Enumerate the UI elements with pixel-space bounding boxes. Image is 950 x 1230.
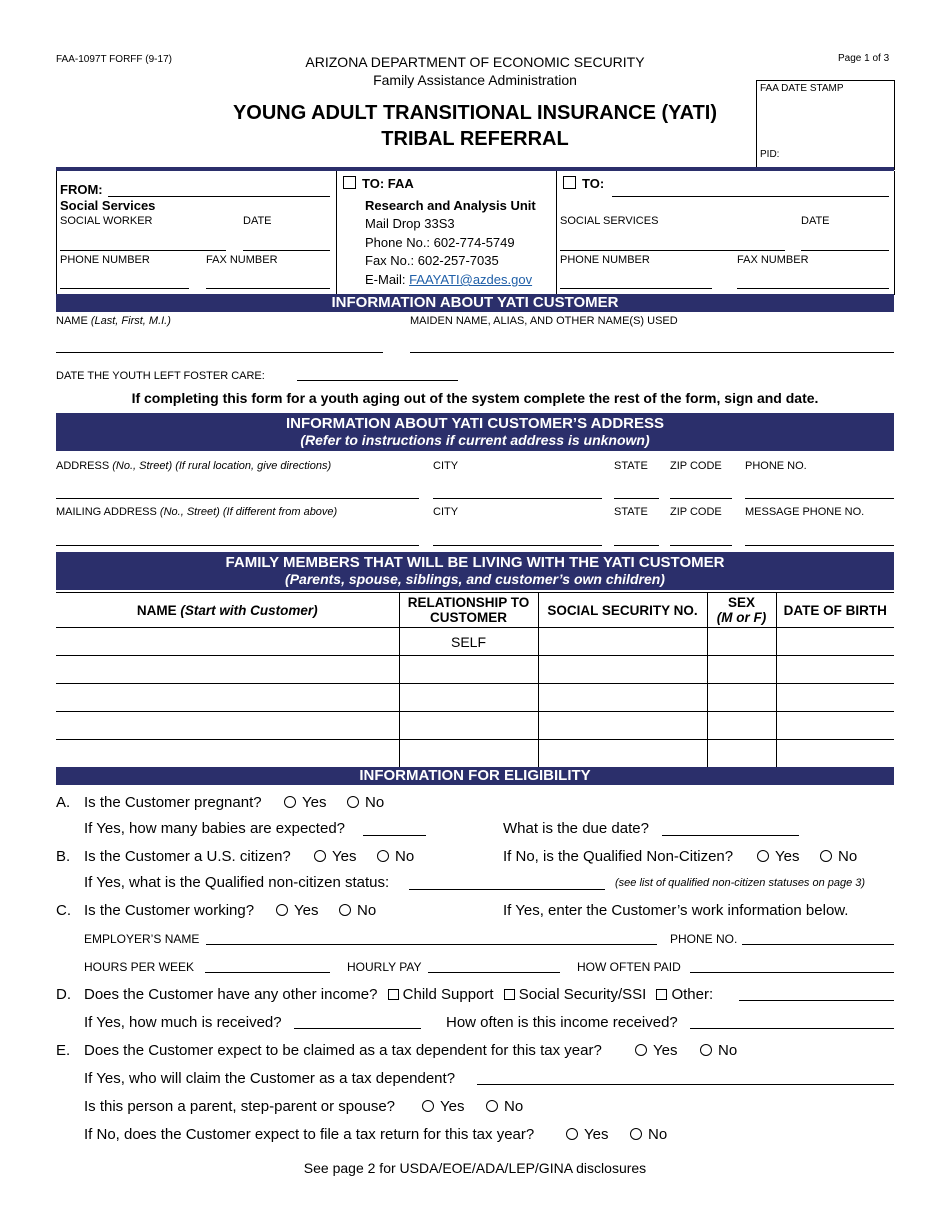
qnc-yes-option[interactable]: Yes <box>757 848 799 865</box>
how-much-label: If Yes, how much is received? <box>84 1014 282 1031</box>
message-phone-input[interactable] <box>745 545 894 546</box>
family-heading: FAMILY MEMBERS THAT WILL BE LIVING WITH THE YATI CUSTOMER <box>225 554 725 571</box>
mailing-zip-input[interactable] <box>670 545 732 546</box>
employer-label: EMPLOYER’S NAME <box>84 932 200 946</box>
mailing-city-input[interactable] <box>433 545 602 546</box>
income-often-label: How often is this income received? <box>446 1014 678 1031</box>
to-other-input[interactable] <box>612 196 889 197</box>
from-date-input[interactable] <box>243 250 330 251</box>
ssn-cell[interactable] <box>538 684 707 712</box>
mailing-label: MAILING ADDRESS <box>56 506 157 518</box>
ssi-label: Social Security/SSI <box>518 986 647 1003</box>
family-name-cell[interactable] <box>56 740 399 768</box>
table-row <box>56 740 894 768</box>
to-date-label: DATE <box>801 215 830 227</box>
col-name-header: NAME (Start with Customer) <box>56 593 399 628</box>
from-fax-input[interactable] <box>206 288 330 289</box>
dob-cell[interactable] <box>776 712 894 740</box>
family-name-cell[interactable] <box>56 712 399 740</box>
sex-cell[interactable] <box>707 656 776 684</box>
from-input[interactable] <box>108 196 330 197</box>
babies-input[interactable] <box>363 835 426 836</box>
date-stamp-box[interactable] <box>756 80 895 170</box>
to-social-services-label: SOCIAL SERVICES <box>560 215 659 227</box>
parent-yes-radio[interactable] <box>422 1100 434 1112</box>
hours-input[interactable] <box>205 972 330 973</box>
b-no-radio[interactable] <box>377 850 389 862</box>
family-name-cell[interactable] <box>56 684 399 712</box>
from-label: FROM: <box>60 182 103 197</box>
ssn-cell[interactable] <box>538 712 707 740</box>
file-return-question: If No, does the Customer expect to file a tax return for this tax year? <box>84 1126 535 1143</box>
from-phone-label: PHONE NUMBER <box>60 254 150 266</box>
to-other-row[interactable] <box>563 176 604 191</box>
state-input[interactable] <box>614 498 659 499</box>
zip-label: ZIP CODE <box>670 460 722 472</box>
qnc-status-label: If Yes, what is the Qualified non-citizen status: <box>84 874 390 891</box>
c-no-option[interactable]: No <box>339 902 376 919</box>
question-b-letter: B. <box>56 848 71 865</box>
customer-section-heading: INFORMATION ABOUT YATI CUSTOMER <box>56 294 894 312</box>
question-b: Is the Customer a U.S. citizen? <box>84 848 291 865</box>
qnc-status-note: (see list of qualified non-citizen statuses on page 3) <box>615 877 866 889</box>
how-often-paid-label: HOW OFTEN PAID <box>577 960 681 974</box>
name-hint: (Last, First, M.I.) <box>90 315 171 327</box>
from-fax-label: FAX NUMBER <box>206 254 278 266</box>
footer-disclosures: See page 2 for USDA/EOE/ADA/LEP/GINA disclosures <box>303 1160 647 1176</box>
employer-phone-label: PHONE NO. <box>670 932 738 946</box>
file-yes-radio[interactable] <box>566 1128 578 1140</box>
agency-name: ARIZONA DEPARTMENT OF ECONOMIC SECURITY <box>305 54 645 70</box>
address-label-row <box>56 460 331 472</box>
family-subheading: (Parents, spouse, siblings, and customer’s own children) <box>285 571 665 587</box>
file-yes-option[interactable]: Yes <box>566 1126 608 1143</box>
zip-input[interactable] <box>670 498 732 499</box>
to-fax-label: FAX NUMBER <box>737 254 809 266</box>
work-info-instruction: If Yes, enter the Customer’s work information below. <box>503 902 849 919</box>
social-worker-label: SOCIAL WORKER <box>60 215 153 227</box>
mailing-state-input[interactable] <box>614 545 659 546</box>
form-title-line2: TRIBAL REFERRAL <box>381 128 569 150</box>
ssi-checkbox[interactable] <box>504 989 515 1000</box>
city-input[interactable] <box>433 498 602 499</box>
other-income-label: Other: <box>671 986 714 1003</box>
qualified-non-citizen-label: If No, is the Qualified Non-Citizen? <box>503 848 734 865</box>
form-number: FAA-1097T FORFF (9-17) <box>56 54 172 65</box>
routing-divider-2 <box>556 171 557 295</box>
state-label: STATE <box>614 460 648 472</box>
qnc-no-radio[interactable] <box>820 850 832 862</box>
other-income-checkbox[interactable] <box>656 989 667 1000</box>
b-no-option[interactable]: No <box>377 848 414 865</box>
family-table <box>56 592 894 767</box>
question-a: Is the Customer pregnant? <box>84 794 262 811</box>
c-no-radio[interactable] <box>339 904 351 916</box>
relationship-cell[interactable] <box>399 684 538 712</box>
parent-yes-option[interactable]: Yes <box>422 1098 464 1115</box>
to-faa-checkbox[interactable] <box>343 176 356 189</box>
form-title-line1: YOUNG ADULT TRANSITIONAL INSURANCE (YATI) <box>232 102 718 124</box>
division-name: Family Assistance Administration <box>373 72 577 88</box>
date-stamp-label: FAA DATE STAMP <box>760 83 844 94</box>
name-label-row <box>56 315 171 327</box>
col-dob-header: DATE OF BIRTH <box>776 593 894 628</box>
question-c-letter: C. <box>56 902 71 919</box>
hourly-pay-input[interactable] <box>428 972 560 973</box>
maiden-name-label: MAIDEN NAME, ALIAS, AND OTHER NAME(S) USED <box>410 315 678 327</box>
question-e: Does the Customer expect to be claimed as a tax dependent for this tax year? <box>84 1042 602 1059</box>
sex-cell[interactable] <box>707 628 776 656</box>
a-no-option[interactable]: No <box>347 794 384 811</box>
mailing-state-label: STATE <box>614 506 648 518</box>
table-row <box>56 628 894 656</box>
sex-cell[interactable] <box>707 712 776 740</box>
faa-email-line <box>365 272 532 287</box>
a-no-radio[interactable] <box>347 796 359 808</box>
sex-cell[interactable] <box>707 684 776 712</box>
pid-label: PID: <box>760 149 780 160</box>
name-label: NAME <box>56 315 88 327</box>
e-no-option[interactable]: No <box>700 1042 737 1059</box>
to-other-checkbox[interactable] <box>563 176 576 189</box>
mailing-hint: (No., Street) (If different from above) <box>159 506 338 518</box>
question-e-letter: E. <box>56 1042 71 1059</box>
address-subheading: (Refer to instructions if current address is unknown) <box>300 432 650 448</box>
to-date-input[interactable] <box>801 250 889 251</box>
page-number: Page 1 of 3 <box>838 53 890 64</box>
col-sex-header: SEX (M or F) <box>707 593 776 628</box>
question-d-letter: D. <box>56 986 71 1003</box>
mailing-label-row <box>56 506 337 518</box>
a-yes-radio[interactable] <box>284 796 296 808</box>
phone-input[interactable] <box>745 498 894 499</box>
parent-no-option[interactable]: No <box>486 1098 523 1115</box>
mailing-city-label: CITY <box>433 506 459 518</box>
maiden-name-input[interactable] <box>410 352 894 353</box>
to-faa-label: TO: FAA <box>362 176 414 191</box>
faa-email-label: E-Mail: <box>365 272 410 287</box>
name-input[interactable] <box>56 352 383 353</box>
qnc-no-option[interactable]: No <box>820 848 857 865</box>
address-label: ADDRESS <box>56 460 110 472</box>
question-d-row <box>84 986 713 1003</box>
aging-out-instruction: If completing this form for a youth aging out of the system complete the rest of the form, sign and date. <box>131 390 819 406</box>
ssn-cell[interactable] <box>538 656 707 684</box>
b-yes-radio[interactable] <box>314 850 326 862</box>
address-hint: (No., Street) (If rural location, give directions) <box>112 460 332 472</box>
qnc-status-input[interactable] <box>409 889 605 890</box>
due-date-input[interactable] <box>662 835 799 836</box>
family-table-header <box>56 593 894 628</box>
question-c: Is the Customer working? <box>84 902 255 919</box>
child-support-label: Child Support <box>402 986 494 1003</box>
address-input[interactable] <box>56 498 419 499</box>
mailing-zip-label: ZIP CODE <box>670 506 722 518</box>
question-a-letter: A. <box>56 794 71 811</box>
e-yes-option[interactable]: Yes <box>635 1042 677 1059</box>
to-faa-row[interactable] <box>343 176 414 191</box>
income-often-input[interactable] <box>690 1028 894 1029</box>
from-date-label: DATE <box>243 215 272 227</box>
to-other-label: TO: <box>582 176 605 191</box>
hours-label: HOURS PER WEEK <box>84 960 195 974</box>
city-label: CITY <box>433 460 459 472</box>
eligibility-section-heading: INFORMATION FOR ELIGIBILITY <box>56 767 894 785</box>
ssn-cell[interactable] <box>538 740 707 768</box>
faa-email-link[interactable]: FAAYATI@azdes.gov <box>409 272 533 287</box>
how-much-input[interactable] <box>294 1028 421 1029</box>
parent-no-radio[interactable] <box>486 1100 498 1112</box>
b-yes-option[interactable]: Yes <box>314 848 356 865</box>
col-ssn-header: SOCIAL SECURITY NO. <box>538 593 707 628</box>
employer-phone-input[interactable] <box>742 944 894 945</box>
c-yes-radio[interactable] <box>276 904 288 916</box>
dob-cell[interactable] <box>776 628 894 656</box>
file-no-option[interactable]: No <box>630 1126 667 1143</box>
to-phone-label: PHONE NUMBER <box>560 254 650 266</box>
hourly-pay-label: HOURLY PAY <box>347 960 422 974</box>
due-date-label: What is the due date? <box>503 820 649 837</box>
relationship-cell[interactable] <box>399 656 538 684</box>
how-often-paid-input[interactable] <box>690 972 894 973</box>
to-social-services-input[interactable] <box>560 250 785 251</box>
relationship-self-cell: SELF <box>399 628 538 656</box>
employer-input[interactable] <box>206 944 657 945</box>
message-phone-label: MESSAGE PHONE NO. <box>745 506 865 518</box>
routing-divider-1 <box>336 171 337 295</box>
other-income-input[interactable] <box>739 1000 894 1001</box>
question-d: Does the Customer have any other income? <box>84 986 378 1003</box>
faa-unit: Research and Analysis Unit <box>365 198 536 213</box>
file-no-radio[interactable] <box>630 1128 642 1140</box>
relationship-cell[interactable] <box>399 740 538 768</box>
qnc-yes-radio[interactable] <box>757 850 769 862</box>
family-name-cell[interactable] <box>56 656 399 684</box>
col-relationship-header: RELATIONSHIP TO CUSTOMER <box>399 593 538 628</box>
dob-cell[interactable] <box>776 740 894 768</box>
to-fax-input[interactable] <box>737 288 889 289</box>
dob-cell[interactable] <box>776 656 894 684</box>
from-org: Social Services <box>60 198 156 213</box>
phone-label: PHONE NO. <box>745 460 807 472</box>
family-name-cell[interactable] <box>56 628 399 656</box>
dob-cell[interactable] <box>776 684 894 712</box>
relationship-cell[interactable] <box>399 712 538 740</box>
table-row <box>56 712 894 740</box>
foster-care-input[interactable] <box>297 380 458 381</box>
table-row <box>56 656 894 684</box>
faa-fax: Fax No.: 602-257-7035 <box>365 253 499 268</box>
who-claims-label: If Yes, who will claim the Customer as a tax dependent? <box>84 1070 456 1087</box>
faa-phone: Phone No.: 602-774-5749 <box>365 235 515 250</box>
c-yes-option[interactable]: Yes <box>276 902 318 919</box>
who-claims-input[interactable] <box>477 1084 894 1085</box>
child-support-checkbox[interactable] <box>388 989 399 1000</box>
sex-cell[interactable] <box>707 740 776 768</box>
foster-care-label: DATE THE YOUTH LEFT FOSTER CARE: <box>56 370 265 382</box>
faa-mail-drop: Mail Drop 33S3 <box>365 216 455 231</box>
a-yes-option[interactable]: Yes <box>284 794 326 811</box>
ssn-cell[interactable] <box>538 628 707 656</box>
mailing-address-input[interactable] <box>56 545 419 546</box>
social-worker-input[interactable] <box>60 250 226 251</box>
family-section-heading <box>56 552 894 590</box>
e-yes-radio[interactable] <box>635 1044 647 1056</box>
table-row <box>56 684 894 712</box>
address-heading: INFORMATION ABOUT YATI CUSTOMER’S ADDRESS <box>285 415 665 432</box>
e-no-radio[interactable] <box>700 1044 712 1056</box>
babies-label: If Yes, how many babies are expected? <box>84 820 346 837</box>
address-section-heading <box>56 413 894 451</box>
from-phone-input[interactable] <box>60 288 189 289</box>
to-phone-input[interactable] <box>560 288 712 289</box>
parent-question: Is this person a parent, step-parent or spouse? <box>84 1098 396 1115</box>
